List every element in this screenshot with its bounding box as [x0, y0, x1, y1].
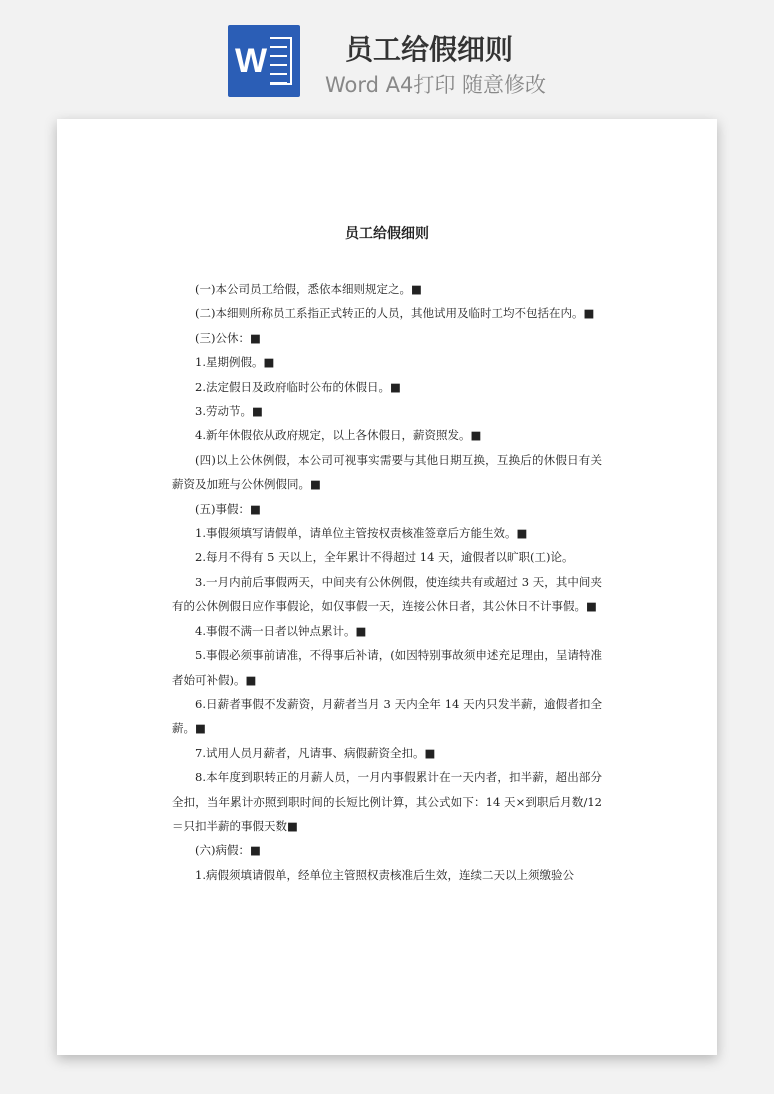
document-body — [172, 277, 602, 887]
paragraph: 1.病假须填请假单，经单位主管照权责核准后生效，连续二天以上须缴验公 — [195, 867, 574, 882]
document-title: 员工给假细则 — [345, 226, 429, 242]
paragraph: 7.试用人员月薪者，凡请事、病假薪资全扣。■ — [195, 745, 436, 760]
document-page — [57, 119, 717, 1055]
paragraph: (五)事假：■ — [195, 501, 261, 516]
paragraph: 5.事假必须事前请准，不得事后补请，(如因特别事故须申述充足理由，呈请特准者始可补假)。■ — [172, 648, 602, 687]
header-title: 员工给假细则 — [345, 33, 514, 66]
paragraph: 1.星期例假。■ — [195, 355, 275, 370]
header-subtitle: Word A4打印 随意修改 — [325, 73, 547, 97]
paragraph: (四)以上公休例假，本公司可视事实需要与其他日期互换，互换后的休假日有关薪资及加班与公休例假同。■ — [172, 452, 602, 492]
paragraph: 1.事假须填写请假单，请单位主管按权责核准签章后方能生效。■ — [195, 526, 528, 541]
paragraph: 4.新年休假依从政府规定，以上各休假日，薪资照发。■ — [195, 428, 482, 443]
paragraph: (六)病假：■ — [195, 843, 261, 858]
paragraph: (一)本公司员工给假，悉依本细则规定之。■ — [195, 282, 422, 296]
paragraph: 3.劳动节。■ — [195, 404, 263, 419]
word-icon-letter: W — [234, 42, 268, 80]
word-icon-lines — [270, 37, 292, 85]
paragraph: 6.日薪者事假不发薪资，月薪者当月 3 天内全年 14 天内只发半薪，逾假者扣全薪。■ — [172, 696, 602, 736]
paragraph: 2.每月不得有 5 天以上，全年累计不得超过 14 天，逾假者以旷职(工)论。 — [195, 550, 574, 565]
paragraph: 3.一月内前后事假两天，中间夹有公休例假，使连续共有或超过 3 天，其中间夹有的公休例假日应作事假论，如仅事假一天，连接公休日者，其公休日不计事假。■ — [172, 574, 602, 614]
word-icon — [228, 25, 300, 97]
paragraph: 2.法定假日及政府临时公布的休假日。■ — [195, 379, 401, 394]
paragraph: 8.本年度到职转正的月薪人员，一月内事假累计在一天内者，扣半薪，超出部分全扣，当年累计亦照到职时间的长短比例计算，其公式如下：14 天×到职后月数/12＝只扣半薪的事假天数■ — [172, 770, 602, 833]
paragraph: (三)公休：■ — [195, 330, 261, 345]
paragraph: 4.事假不满一日者以钟点累计。■ — [195, 623, 367, 638]
paragraph: (二)本细则所称员工系指正式转正的人员，其他试用及临时工均不包括在内。■ — [195, 306, 595, 321]
header — [0, 0, 774, 115]
